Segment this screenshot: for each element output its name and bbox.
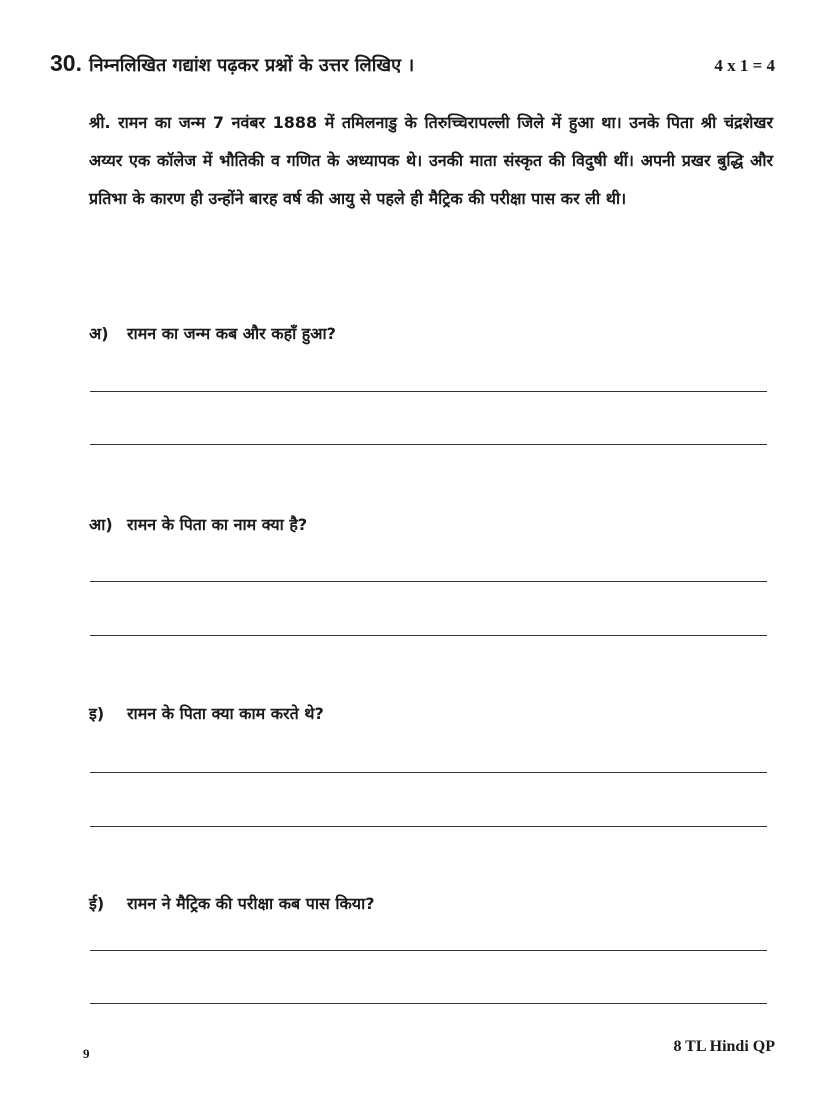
subquestion-2-label: आ): [89, 515, 113, 534]
subquestion-3-text: रामन के पिता क्या काम करते थे?: [127, 704, 324, 723]
answer-line-2b[interactable]: [90, 635, 767, 636]
subquestion-4-label: ई): [89, 894, 105, 913]
answer-line-4a[interactable]: [90, 950, 767, 951]
paper-code: 8 TL Hindi QP: [673, 1038, 775, 1055]
subquestion-4-text: रामन ने मैट्रिक की परीक्षा कब पास किया?: [127, 894, 375, 913]
answer-line-3a[interactable]: [90, 772, 767, 773]
marks-label: 4 x 1 = 4: [714, 56, 775, 75]
subquestion-1: [89, 322, 336, 344]
page-number: 9: [83, 1046, 90, 1061]
answer-line-2a[interactable]: [90, 581, 767, 582]
passage-text: श्री. रामन का जन्म 7 नवंबर 1888 में तमिलनाडु के तिरुच्चिरापल्ली जिले में हुआ था। उनके पिता श्री चंद्रशेखर अय्यर एक कॉलेज में भौतिकी व गणित के अध्यापक थे। उनकी माता संस्कृत की विदुषी थीं। अपनी प्रखर बुद्धि और प्रतिभा के कारण ही उन्होंने बारह वर्ष की आयु से पहले ही मैट्रिक की परीक्षा पास कर ली थी।: [89, 113, 773, 208]
subquestion-3: [89, 702, 324, 724]
answer-line-1b[interactable]: [90, 444, 767, 445]
answer-line-1a[interactable]: [90, 391, 767, 392]
subquestion-4: [89, 892, 375, 914]
subquestion-3-label: इ): [89, 704, 105, 723]
question-title: निम्नलिखित गद्यांश पढ़कर प्रश्नों के उत्तर लिखिए ।: [89, 55, 415, 76]
subquestion-2: [89, 513, 307, 535]
question-number: 30.: [50, 50, 82, 76]
subquestion-2-text: रामन के पिता का नाम क्या है?: [127, 515, 308, 534]
subquestion-1-text: रामन का जन्म कब और कहाँ हुआ?: [127, 324, 336, 343]
answer-line-3b[interactable]: [90, 826, 767, 827]
answer-line-4b[interactable]: [90, 1003, 767, 1004]
subquestion-1-label: अ): [89, 324, 109, 343]
